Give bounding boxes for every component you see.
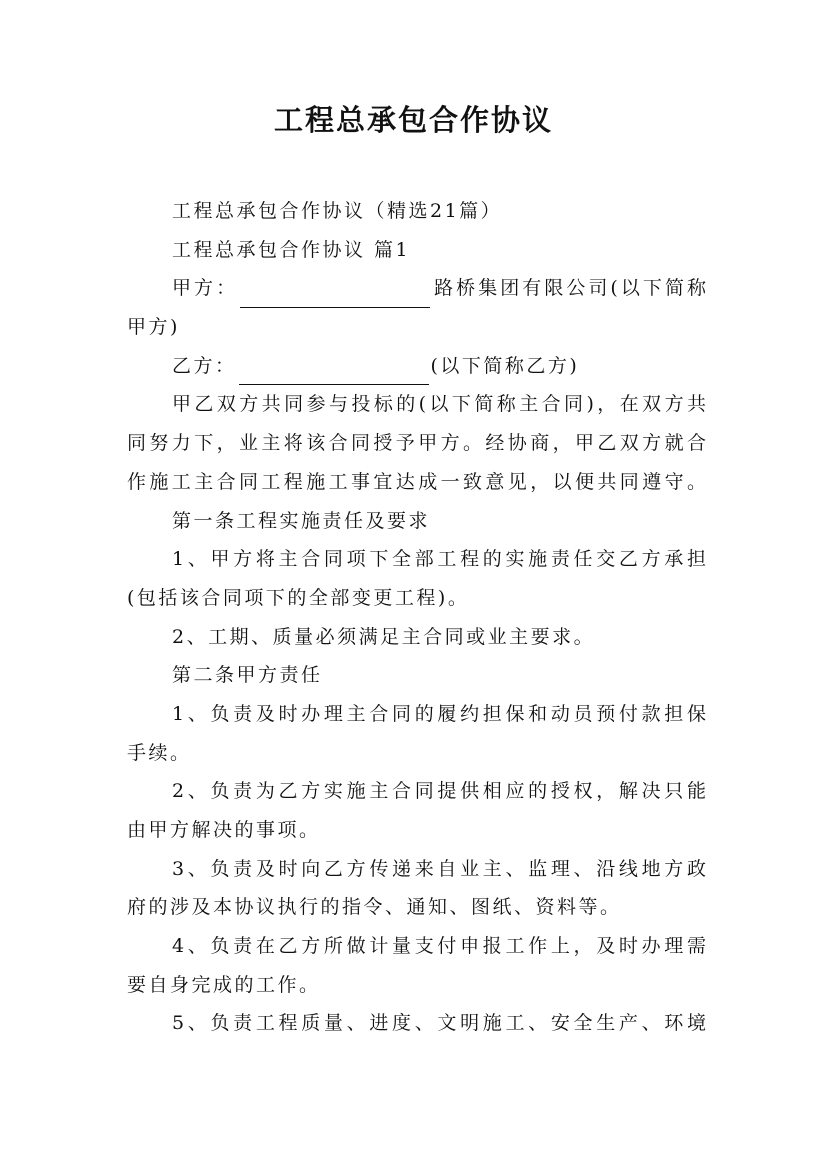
paragraph-line: 手续。	[127, 741, 192, 764]
party-a-name: 路桥集团有限公司(以下简称	[432, 277, 707, 300]
paragraph-line: 4、负责在乙方所做计量支付申报工作上，及时办理需	[172, 935, 707, 958]
paragraph-line: 1、甲方将主合同项下全部工程的实施责任交乙方承担	[172, 548, 707, 571]
paragraph-line: 1、负责及时办理主合同的履约担保和动员预付款担保	[172, 702, 707, 725]
paragraph-line: 府的涉及本协议执行的指令、通知、图纸、资料等。	[127, 896, 622, 919]
party-b-label: 乙方：	[172, 354, 237, 377]
party-a-label: 甲方：	[172, 277, 239, 300]
paragraph-line: 3、负责及时向乙方传递来自业主、监理、沿线地方政	[172, 857, 707, 880]
paragraph-line: 2、负责为乙方实施主合同提供相应的授权，解决只能	[172, 780, 707, 803]
party-b-line	[127, 347, 707, 386]
paragraph-line: 甲方)	[127, 316, 180, 339]
article-heading: 第一条工程实施责任及要求	[172, 509, 431, 532]
paragraph-line: 作施工主合同工程施工事宜达成一致意见，以便共同遵守。	[127, 470, 707, 493]
document-title: 工程总承包合作协议	[273, 103, 553, 137]
section-heading: 工程总承包合作协议 篇1	[172, 238, 411, 261]
party-a-blank	[240, 285, 430, 308]
paragraph-line: 要自身完成的工作。	[127, 973, 321, 996]
paragraph-line: 5、负责工程质量、进度、文明施工、安全生产、环境	[172, 1012, 707, 1035]
party-b-name: (以下简称乙方)	[430, 354, 580, 377]
article-heading: 第二条甲方责任	[172, 664, 323, 687]
subtitle-line: 工程总承包合作协议（精选21篇）	[172, 200, 503, 222]
document-body	[127, 192, 707, 1043]
party-b-blank	[239, 362, 429, 385]
paragraph-line: 2、工期、质量必须满足主合同或业主要求。	[172, 625, 596, 648]
party-a-line	[127, 269, 707, 308]
paragraph-line: 甲乙双方共同参与投标的(以下简称主合同)，在双方共	[172, 393, 707, 416]
paragraph-line: (包括该合同项下的全部变更工程)。	[127, 586, 470, 609]
paragraph-line: 同努力下，业主将该合同授予甲方。经协商，甲乙双方就合	[127, 432, 707, 455]
paragraph-line: 由甲方解决的事项。	[127, 819, 321, 841]
